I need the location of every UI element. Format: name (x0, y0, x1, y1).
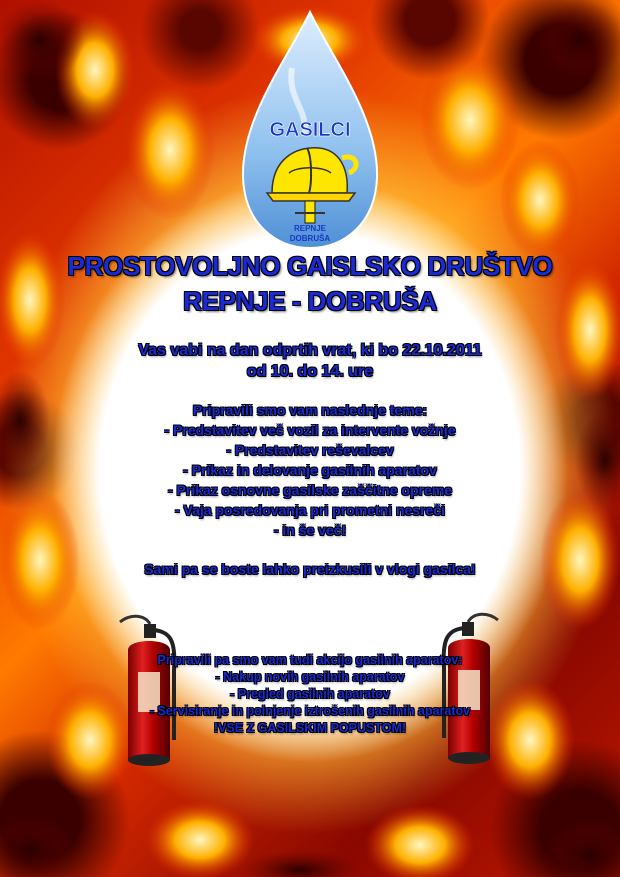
topic-item: - Predstavitev več vozil za intervente vožnje (164, 422, 456, 438)
gasilci-logo (237, 8, 383, 252)
topic-item: - in še več! (273, 522, 347, 538)
society-title-line1: PROSTOVOLJNO GAISLSKO DRUŠTVO (67, 251, 553, 281)
society-title-line2: REPNJE - DOBRUŠA (183, 286, 437, 316)
logo-place-line2: DOBRUŠA (289, 234, 331, 243)
invite-line1: Vas vabi na dan odprtih vrat, ki bo 22.10.2011 (138, 342, 482, 359)
closing-line: Sami pa se boste lahko preizkusili v vlogi gasilca! (144, 561, 476, 577)
offer-item: - Nakup novih gasilnih aparatov (215, 670, 405, 684)
topic-item: - Predstavitev reševalcev (226, 442, 394, 458)
offer-item: - Pregled gasilnih aparatov (230, 687, 390, 701)
invite-line2: od 10. do 14. ure (246, 363, 374, 380)
logo-place-line1: REPNJE (293, 224, 327, 233)
logo-name: GASILCI (269, 119, 351, 141)
offer-item: - Servisiranje in polnjenje iztrošenih gasilnih aparatov (149, 704, 471, 718)
offer-heading: Pripravili pa smo vam tudi akcijo gasilnih aparatov: (157, 653, 463, 667)
topic-item: - Prikaz in delovanje gasilnih aparatov (183, 462, 437, 478)
topic-item: - Prikaz osnovne gasilske zaščitne opreme (167, 482, 452, 498)
topic-item: - Vaja posredovanja pri prometni nesreči (175, 502, 445, 518)
discount-line: !VSE Z GASILSKIM POPUSTOM! (213, 721, 407, 735)
topics-heading: Pripravili smo vam naslednje teme: (192, 402, 428, 418)
